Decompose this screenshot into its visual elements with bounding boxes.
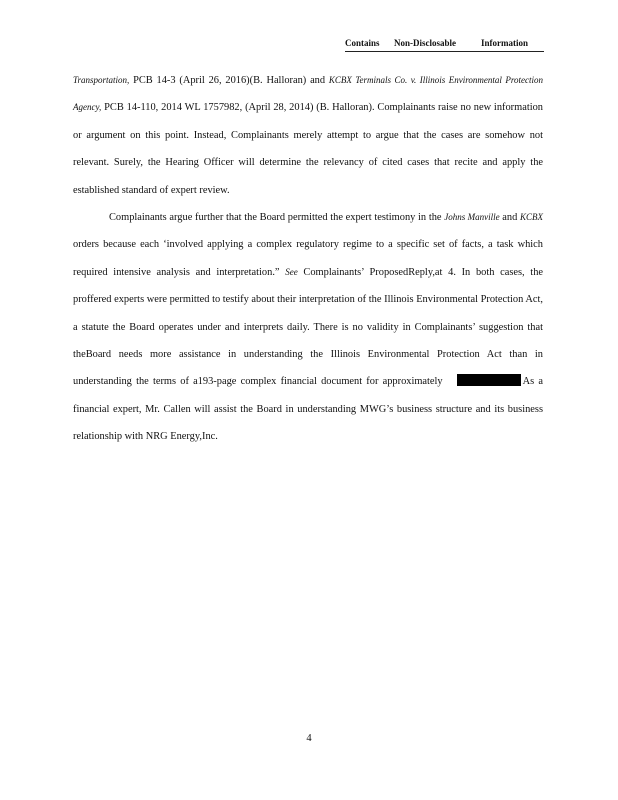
header-word-non-disclosable: Non-Disclosable <box>394 38 457 48</box>
case-name-italic: Johns Manville <box>444 212 500 223</box>
paragraph-text: Complainants argue further that the Board permitted the expert testimony in the <box>109 212 445 224</box>
paragraph-text: Complainants’ ProposedReply,at 4. In both cases, the proffered experts were permitted to testify about their interpretation of the Illinois Environmental Protection Act, a statute the Board operates under and interprets daily. There is no validity in Complainants’ suggestion that theBoard needs more assistance in understanding the Illinois Environmental Protection Act than in understanding the terms of a193-page complex financial document for approximately <box>73 266 544 388</box>
paragraph-text: PCB 14-3 (April 26, 2016)(B. Halloran) and <box>129 75 329 86</box>
paragraph-argument <box>73 204 543 451</box>
paragraph-continuation <box>73 67 543 204</box>
citation-signal-italic: See <box>285 266 298 277</box>
header-word-information: Information <box>481 38 528 48</box>
redaction-block <box>457 374 521 386</box>
paragraph-text: and <box>499 212 520 224</box>
case-name-italic: KCBX <box>519 212 543 223</box>
header-word-contains: Contains <box>345 38 380 48</box>
paragraph-text: orders because each ‘involved applying a complex regulatory regime to a specific set of facts, a task which required intensive analysis and interpretation.” <box>73 239 543 278</box>
page-number: 4 <box>306 733 312 744</box>
confidentiality-header <box>345 38 544 52</box>
case-name-italic: Transportation, <box>73 75 130 85</box>
paragraph-text: PCB 14-110, 2014 WL 1757982, (April 28, 2014) (B. Halloran). Complainants raise no new information or argument on this point. Instead, Complainants merely attempt to argue that the cases are somehow not relevant. Surely, the Hearing Officer will determine the relevancy of cited cases that recite and apply the established standard of expert review. <box>73 102 543 196</box>
case-name-italic: KCBX Terminals Co. v. Illinois Environmental Protection Agency, <box>73 75 543 113</box>
body-text <box>73 67 543 451</box>
paragraph-text: As a financial expert, Mr. Callen will assist the Board in understanding MWG’s business structure and its business relationship with NRG Energy,Inc. <box>73 376 544 443</box>
